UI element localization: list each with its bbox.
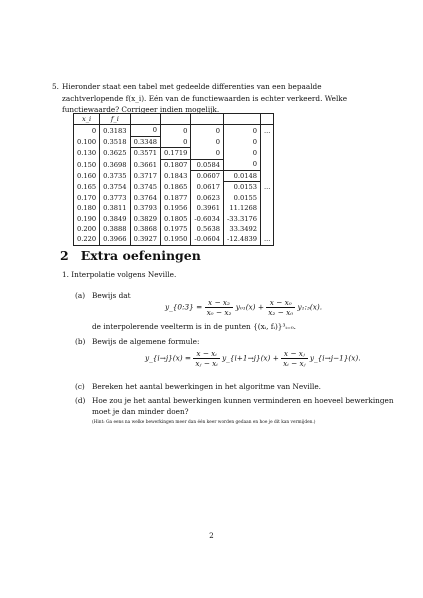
table-cell: 0.170 (74, 193, 100, 203)
table-cell (260, 193, 273, 203)
table-cell: 0.100 (74, 136, 100, 147)
table-cell: 0 (191, 136, 224, 147)
table-cell: 0.0607 (191, 171, 224, 182)
table-cell (260, 136, 273, 147)
part-d-label: (d) (75, 396, 86, 405)
table-row (74, 224, 274, 234)
table-cell: 0 (74, 125, 100, 136)
table-cell: 0.160 (74, 171, 100, 182)
table-cell: 0.0148 (224, 171, 261, 182)
table-cell: 0.3764 (130, 193, 160, 203)
table-cell (260, 148, 273, 159)
table-cell: ... (260, 182, 273, 193)
equation-b: y_{i→j}(x) = $\frac{\text{x − xᵢ}}{\text{xⱼ − xᵢ}}$ y_{i+1→j}(x) + $\frac{\text{x − xⱼ}}{\text{xᵢ − xⱼ}}$ y_{i→j−1}(x). (145, 349, 361, 368)
table-cell: 0.0623 (191, 193, 224, 203)
table-cell: 0 (160, 125, 190, 136)
table-cell: 0 (191, 125, 224, 136)
table-row (74, 214, 274, 224)
table-cell: ... (260, 234, 273, 245)
question-text: Hieronder staat een tabel met gedeelde differenties van een bepaalde zachtverlopende f(x_i). Eén van de functiewaarden is echter verkeerd. Welke functiewaarde? Corrigeer indien mogelijk. (62, 82, 348, 114)
section-title: Extra oefeningen (80, 248, 201, 263)
table-cell: 0.0153 (224, 182, 261, 193)
table-row (74, 182, 274, 193)
table-cell: -0.0604 (191, 234, 224, 245)
table-cell: 0.1843 (160, 171, 190, 182)
table-cell: 33.3492 (224, 224, 261, 234)
table-cell: 0 (130, 125, 160, 136)
table-cell: 0.3348 (130, 136, 160, 147)
table-row (74, 203, 274, 213)
page-number: 2 (209, 531, 214, 540)
table-cell: 0.3745 (130, 182, 160, 193)
table-cell: 0.3811 (100, 203, 130, 213)
table-cell: 0.3518 (100, 136, 130, 147)
table-cell: 0.190 (74, 214, 100, 224)
table-cell: -33.3176 (224, 214, 261, 224)
table-cell: 0.1719 (160, 148, 190, 159)
table-cell: 0.1877 (160, 193, 190, 203)
table-cell: 0.3829 (130, 214, 160, 224)
table-cell: 0.3183 (100, 125, 130, 136)
table-cell: 0 (224, 125, 261, 136)
table-row (74, 159, 274, 170)
table-cell: 0.5638 (191, 224, 224, 234)
table-cell: 0.1950 (160, 234, 190, 245)
table-row (74, 234, 274, 245)
table-cell: 0.0155 (224, 193, 261, 203)
table-row (74, 136, 274, 147)
table-cell: 0.165 (74, 182, 100, 193)
part-d-hint: (Hint: Ga eens na welke bewerkingen meer dan één keer worden gedaan en hoe je dit kan vermijden.) (92, 420, 316, 425)
table-cell: ... (260, 125, 273, 136)
equation-a: y_{0:3} = $\frac{\text{x − x₂}}{\text{x₀ − x₂}}$ y₀₁(x) + $\frac{\text{x − x₀}}{\text{x₂ − x₀}}$ y₁:₃(x). (165, 298, 323, 317)
table-cell: 0 (160, 136, 190, 147)
table-cell: 0.3735 (100, 171, 130, 182)
table-cell (260, 203, 273, 213)
table-cell: 11.1268 (224, 203, 261, 213)
table-cell: 0.200 (74, 224, 100, 234)
part-c-label: (c) (75, 382, 85, 391)
table-cell: 0.150 (74, 159, 100, 170)
table-cell: 0 (191, 148, 224, 159)
header-xi: x_i (74, 114, 100, 125)
part-b-label: (b) (75, 337, 86, 346)
table-cell: 0.3571 (130, 148, 160, 159)
table-cell: 0.220 (74, 234, 100, 245)
table-row (74, 148, 274, 159)
item-1: 1. Interpolatie volgens Neville. (62, 270, 177, 279)
table-cell: 0.180 (74, 203, 100, 213)
part-c-text: Bereken het aantal bewerkingen in het algoritme van Neville. (92, 382, 321, 391)
section-number: 2 (60, 248, 69, 263)
table-cell: 0.3793 (130, 203, 160, 213)
part-d-line1: Hoe zou je het aantal bewerkingen kunnen verminderen en hoeveel bewerkingen (92, 396, 394, 405)
table-cell: -0.6034 (191, 214, 224, 224)
table-row (74, 193, 274, 203)
table-cell (260, 159, 273, 170)
table-cell: 0.3698 (100, 159, 130, 170)
question-number: 5. (52, 82, 59, 91)
table-cell: 0.3927 (130, 234, 160, 245)
table-cell: 0.3868 (130, 224, 160, 234)
table-cell: 0 (224, 159, 261, 170)
table-cell: 0.3961 (191, 203, 224, 213)
part-a-text: Bewijs dat (92, 291, 131, 300)
table-row (74, 125, 274, 136)
table-cell: 0.1975 (160, 224, 190, 234)
part-a-label: (a) (75, 291, 86, 300)
table-cell: 0 (224, 136, 261, 147)
table-cell: 0.3661 (130, 159, 160, 170)
table-cell: 0.3966 (100, 234, 130, 245)
table-cell: 0.3754 (100, 182, 130, 193)
table-cell: 0 (224, 148, 261, 159)
table-cell: 0.3888 (100, 224, 130, 234)
question-5 (52, 81, 354, 116)
table-cell: 0.3717 (130, 171, 160, 182)
table-cell (260, 214, 273, 224)
table-cell: 0.3625 (100, 148, 130, 159)
table-cell: 0.1865 (160, 182, 190, 193)
table-cell: 0.1807 (160, 159, 190, 170)
part-d-line2: moet je dan minder doen? (92, 407, 189, 416)
table-cell: 0.3849 (100, 214, 130, 224)
table-cell: 0.1956 (160, 203, 190, 213)
table-cell: 0.1805 (160, 214, 190, 224)
header-fi: f_i (100, 114, 130, 125)
table-cell: 0.0617 (191, 182, 224, 193)
table-cell: 0.3773 (100, 193, 130, 203)
divided-differences-table (73, 113, 274, 246)
part-a-after: de interpolerende veelterm is in de punten {(xᵢ, fᵢ)}³ᵢ₌₀. (92, 322, 296, 331)
table-cell (260, 224, 273, 234)
section-heading (60, 248, 201, 263)
table-cell: -12.4839 (224, 234, 261, 245)
part-b-text: Bewijs de algemene formule: (92, 337, 200, 346)
table-cell: 0.130 (74, 148, 100, 159)
table-row (74, 171, 274, 182)
table-cell (260, 171, 273, 182)
table-cell: 0.0584 (191, 159, 224, 170)
